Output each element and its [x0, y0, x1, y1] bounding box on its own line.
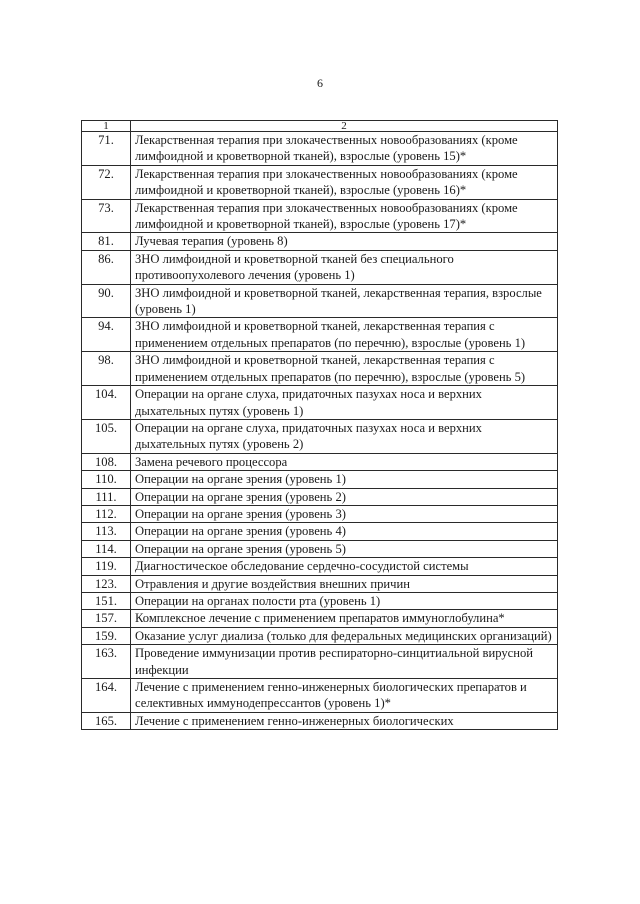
table-row	[82, 318, 558, 352]
table-row	[82, 575, 558, 592]
row-description: Отравления и другие воздействия внешних причин	[131, 575, 558, 592]
table-row	[82, 233, 558, 250]
row-description: Диагностическое обследование сердечно-сосудистой системы	[131, 558, 558, 575]
row-description: Операции на органе слуха, придаточных пазухах носа и верхних дыхательных путях (уровень 2)	[131, 419, 558, 453]
row-description: Лечение с применением генно-инженерных биологических препаратов и селективных иммунодепрессантов (уровень 1)*	[131, 679, 558, 713]
row-number: 72.	[82, 165, 131, 199]
row-number: 90.	[82, 284, 131, 318]
table-row	[82, 627, 558, 644]
table-row	[82, 165, 558, 199]
table-row	[82, 284, 558, 318]
row-description: Лекарственная терапия при злокачественных новообразованиях (кроме лимфоидной и кроветворной тканей), взрослые (уровень 17)*	[131, 199, 558, 233]
row-description: Лечение с применением генно-инженерных биологических	[131, 712, 558, 729]
row-number: 86.	[82, 250, 131, 284]
table-row	[82, 471, 558, 488]
table-row	[82, 488, 558, 505]
header-col-2: 2	[131, 121, 558, 132]
row-number: 114.	[82, 540, 131, 557]
table-row	[82, 645, 558, 679]
row-number: 151.	[82, 592, 131, 609]
row-description: Лекарственная терапия при злокачественных новообразованиях (кроме лимфоидной и кроветворной тканей), взрослые (уровень 15)*	[131, 132, 558, 166]
row-number: 111.	[82, 488, 131, 505]
row-number: 123.	[82, 575, 131, 592]
row-description: ЗНО лимфоидной и кроветворной тканей, лекарственная терапия, взрослые (уровень 1)	[131, 284, 558, 318]
row-description: ЗНО лимфоидной и кроветворной тканей, лекарственная терапия с применением отдельных препаратов (по перечню), взрослые (уровень 1)	[131, 318, 558, 352]
row-description: Комплексное лечение с применением препаратов иммуноглобулина*	[131, 610, 558, 627]
page-number: 6	[317, 76, 323, 90]
table-row	[82, 558, 558, 575]
row-description: Лекарственная терапия при злокачественных новообразованиях (кроме лимфоидной и кроветворной тканей), взрослые (уровень 16)*	[131, 165, 558, 199]
row-number: 98.	[82, 352, 131, 386]
row-description: Операции на органе слуха, придаточных пазухах носа и верхних дыхательных путях (уровень 1)	[131, 386, 558, 420]
row-number: 157.	[82, 610, 131, 627]
table-row	[82, 712, 558, 729]
row-number: 108.	[82, 453, 131, 470]
row-number: 73.	[82, 199, 131, 233]
header-col-1: 1	[82, 121, 131, 132]
row-number: 104.	[82, 386, 131, 420]
row-number: 71.	[82, 132, 131, 166]
row-number: 163.	[82, 645, 131, 679]
row-number: 113.	[82, 523, 131, 540]
row-number: 105.	[82, 419, 131, 453]
table-row	[82, 679, 558, 713]
table-row	[82, 132, 558, 166]
row-description: Проведение иммунизации против респираторно-синцитиальной вирусной инфекции	[131, 645, 558, 679]
table-header-row	[82, 121, 558, 132]
row-number: 112.	[82, 505, 131, 522]
table-row	[82, 199, 558, 233]
row-number: 164.	[82, 679, 131, 713]
row-description: Оказание услуг диализа (только для федеральных медицинских организаций)	[131, 627, 558, 644]
row-number: 159.	[82, 627, 131, 644]
table-row	[82, 523, 558, 540]
table-row	[82, 505, 558, 522]
table-row	[82, 453, 558, 470]
row-description: Операции на органе зрения (уровень 4)	[131, 523, 558, 540]
row-description: Операции на органах полости рта (уровень 1)	[131, 592, 558, 609]
row-number: 94.	[82, 318, 131, 352]
table-row	[82, 419, 558, 453]
row-number: 110.	[82, 471, 131, 488]
row-description: Операции на органе зрения (уровень 1)	[131, 471, 558, 488]
row-description: Операции на органе зрения (уровень 5)	[131, 540, 558, 557]
row-description: ЗНО лимфоидной и кроветворной тканей, лекарственная терапия с применением отдельных препаратов (по перечню), взрослые (уровень 5)	[131, 352, 558, 386]
table-row	[82, 540, 558, 557]
row-description: Операции на органе зрения (уровень 2)	[131, 488, 558, 505]
row-number: 81.	[82, 233, 131, 250]
table-row	[82, 386, 558, 420]
services-table	[81, 120, 558, 730]
table-row	[82, 592, 558, 609]
row-description: Лучевая терапия (уровень 8)	[131, 233, 558, 250]
row-description: ЗНО лимфоидной и кроветворной тканей без специального противоопухолевого лечения (уровень 1)	[131, 250, 558, 284]
row-description: Операции на органе зрения (уровень 3)	[131, 505, 558, 522]
table-row	[82, 352, 558, 386]
row-description: Замена речевого процессора	[131, 453, 558, 470]
row-number: 119.	[82, 558, 131, 575]
table-row	[82, 610, 558, 627]
row-number: 165.	[82, 712, 131, 729]
table-row	[82, 250, 558, 284]
